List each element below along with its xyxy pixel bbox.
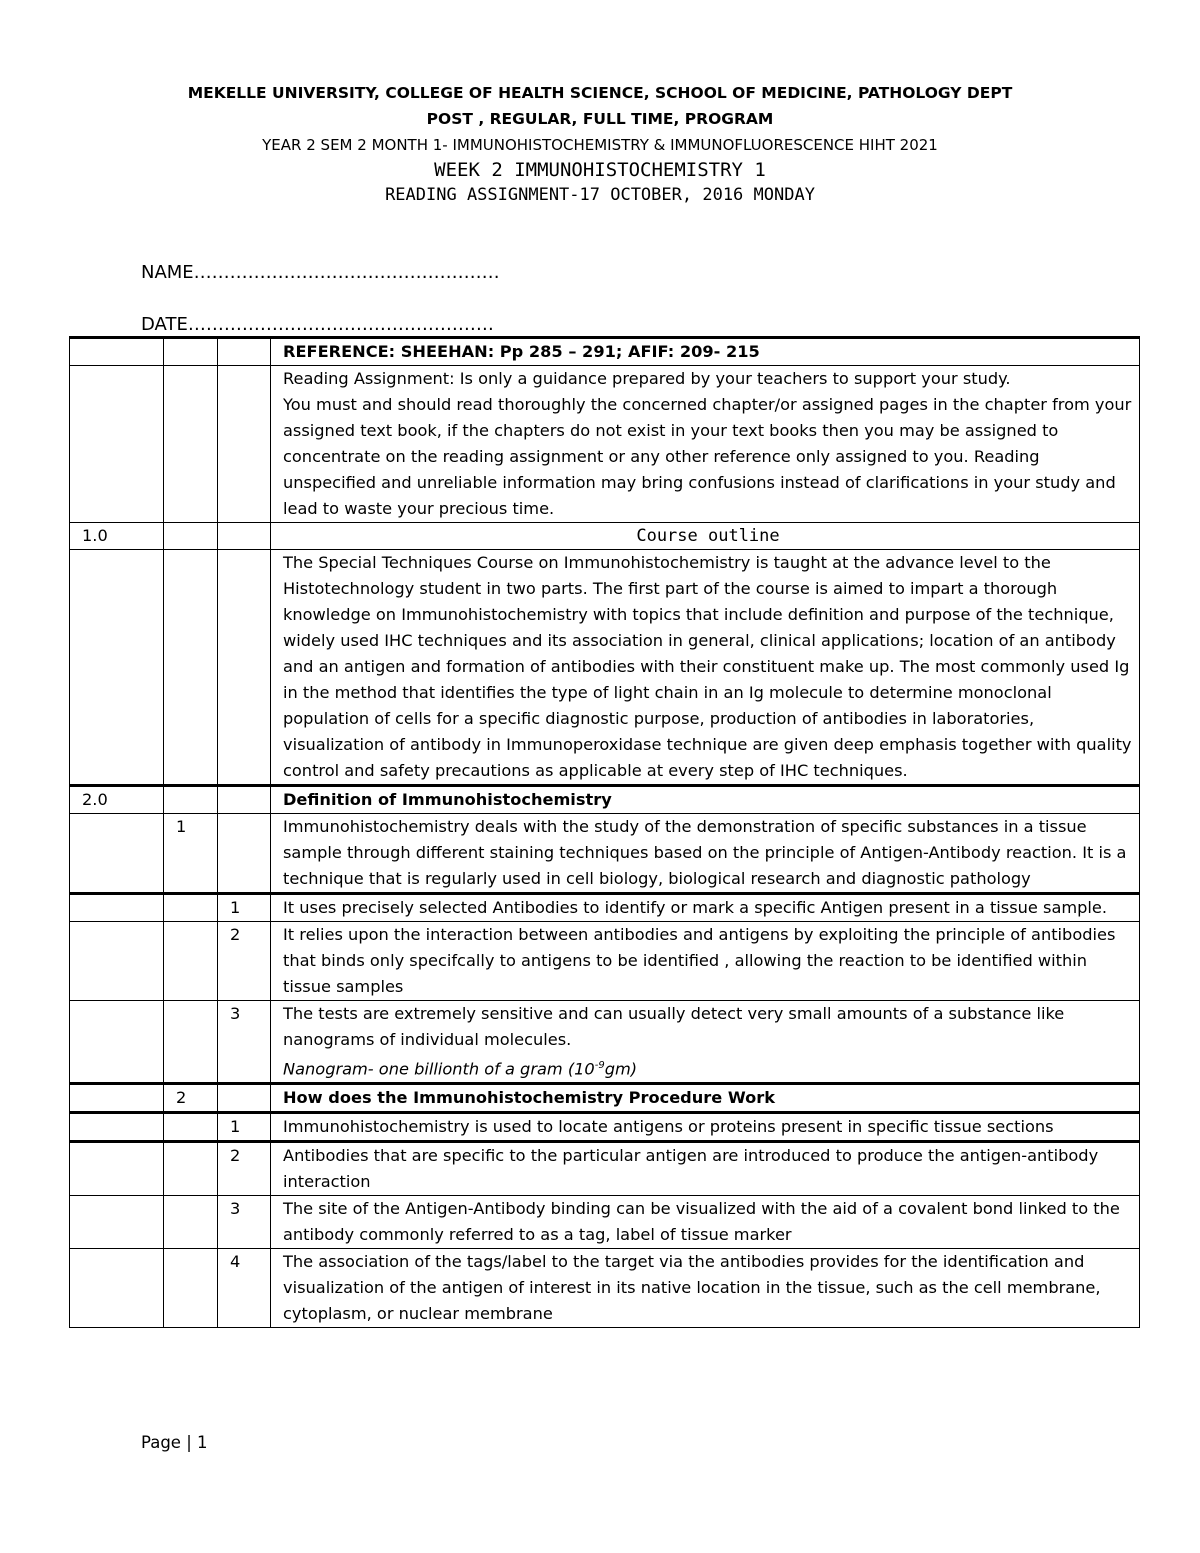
name-field[interactable]: NAME…………………………………………… bbox=[141, 262, 500, 283]
item-cell bbox=[271, 1001, 1140, 1084]
date-field[interactable]: DATE…………………………………………… bbox=[141, 314, 494, 335]
item-text: It relies upon the interaction between antibodies and antigens by exploiting the principle of antibodies that binds only specifcally to antigens to be identified , allowing the reaction to be identified within tissue samples bbox=[271, 922, 1140, 1001]
table-row bbox=[70, 1142, 1140, 1196]
reading-assignment-table bbox=[69, 336, 1140, 1328]
nanogram-note: Nanogram- one billionth of a gram $(10^{-9}gm)$ bbox=[283, 1059, 638, 1079]
subsection-number: 1 bbox=[164, 814, 218, 894]
item-number: 1 bbox=[218, 894, 271, 922]
item-text: The site of the Antigen-Antibody binding can be visualized with the aid of a covalent bond linked to the antibody commonly referred to as a tag, label of tissue marker bbox=[271, 1196, 1140, 1249]
course-description: The Special Techniques Course on Immunohistochemistry is taught at the advance level to the Histotechnology student in two parts. The first part of the course is aimed to impart a thorough knowledge on Immunohistochemistry with topics that include definition and purpose of the technique, widely used IHC techniques and its association in general, clinical applications; location of an antibody and an antigen and formation of antibodies with their constituent make up. The most commonly used Ig in the method that identifies the type of light chain in an Ig molecule to determine monoclonal population of cells for a specific diagnostic purpose, production of antibodies in laboratories, visualization of antibody in Immunoperoxidase technique are given deep emphasis together with quality control and safety precautions as applicable at every step of IHC techniques. bbox=[271, 550, 1140, 786]
table-row bbox=[70, 786, 1140, 814]
header-course: YEAR 2 SEM 2 MONTH 1- IMMUNOHISTOCHEMISTRY & IMMUNOFLUORESCENCE HIHT 2021 bbox=[262, 136, 938, 154]
item-number: 2 bbox=[218, 922, 271, 1001]
subsection-number: 2 bbox=[164, 1084, 218, 1113]
item-text: Antibodies that are specific to the particular antigen are introduced to produce the antigen-antibody interaction bbox=[271, 1142, 1140, 1196]
section-title: Definition of Immunohistochemistry bbox=[271, 786, 1140, 814]
table-row bbox=[70, 1084, 1140, 1113]
header-program: POST , REGULAR, FULL TIME, PROGRAM bbox=[426, 110, 774, 128]
section-title: Course outline bbox=[271, 523, 1140, 550]
guidance-intro: Reading Assignment: Is only a guidance prepared by your teachers to support your study. bbox=[283, 369, 1011, 388]
guidance-body: You must and should read thoroughly the concerned chapter/or assigned pages in the chapter from your assigned text book, if the chapters do not exist in your text books then you may be assigned to concentrate on the reading assignment or any other reference only assigned to you. Reading unspecified and unreliable information may bring confusions instead of clarifications in your study and lead to waste your precious time. bbox=[283, 395, 1132, 518]
definition-text: Immunohistochemistry deals with the study of the demonstration of specific substances in a tissue sample through different staining techniques based on the principle of Antigen-Antibody reaction. It is a technique that is regularly used in cell biology, biological research and diagnostic pathology bbox=[271, 814, 1140, 894]
table-row bbox=[70, 550, 1140, 786]
table-row bbox=[70, 1249, 1140, 1328]
table-row bbox=[70, 366, 1140, 523]
reference-cell: REFERENCE: SHEEHAN: Pp 285 – 291; AFIF: 209- 215 bbox=[271, 338, 1140, 366]
section-number: 2.0 bbox=[70, 786, 164, 814]
item-text: Immunohistochemistry is used to locate antigens or proteins present in specific tissue sections bbox=[271, 1113, 1140, 1142]
item-text: The tests are extremely sensitive and can usually detect very small amounts of a substance like nanograms of individual molecules. bbox=[283, 1004, 1065, 1049]
table-row bbox=[70, 1001, 1140, 1084]
table-row bbox=[70, 338, 1140, 366]
table-row bbox=[70, 1196, 1140, 1249]
item-text: It uses precisely selected Antibodies to identify or mark a specific Antigen present in a tissue sample. bbox=[271, 894, 1140, 922]
table-row bbox=[70, 894, 1140, 922]
table-row bbox=[70, 523, 1140, 550]
item-number: 1 bbox=[218, 1113, 271, 1142]
subsection-title: How does the Immunohistochemistry Procedure Work bbox=[271, 1084, 1140, 1113]
item-number: 2 bbox=[218, 1142, 271, 1196]
item-text: The association of the tags/label to the target via the antibodies provides for the identification and visualization of the antigen of interest in its native location in the tissue, such as the cell membrane, cytoplasm, or nuclear membrane bbox=[271, 1249, 1140, 1328]
header-institution: MEKELLE UNIVERSITY, COLLEGE OF HEALTH SCIENCE, SCHOOL OF MEDICINE, PATHOLOGY DEPT bbox=[187, 84, 1013, 102]
header-assignment: READING ASSIGNMENT-17 OCTOBER, 2016 MONDAY bbox=[385, 185, 815, 205]
page-number: Page | 1 bbox=[141, 1433, 208, 1452]
item-number: 3 bbox=[218, 1196, 271, 1249]
table-row bbox=[70, 814, 1140, 894]
item-number: 3 bbox=[218, 1001, 271, 1084]
table-row bbox=[70, 922, 1140, 1001]
item-number: 4 bbox=[218, 1249, 271, 1328]
header-week: WEEK 2 IMMUNOHISTOCHEMISTRY 1 bbox=[434, 159, 766, 181]
guidance-cell bbox=[271, 366, 1140, 523]
table-row bbox=[70, 1113, 1140, 1142]
section-number: 1.0 bbox=[70, 523, 164, 550]
